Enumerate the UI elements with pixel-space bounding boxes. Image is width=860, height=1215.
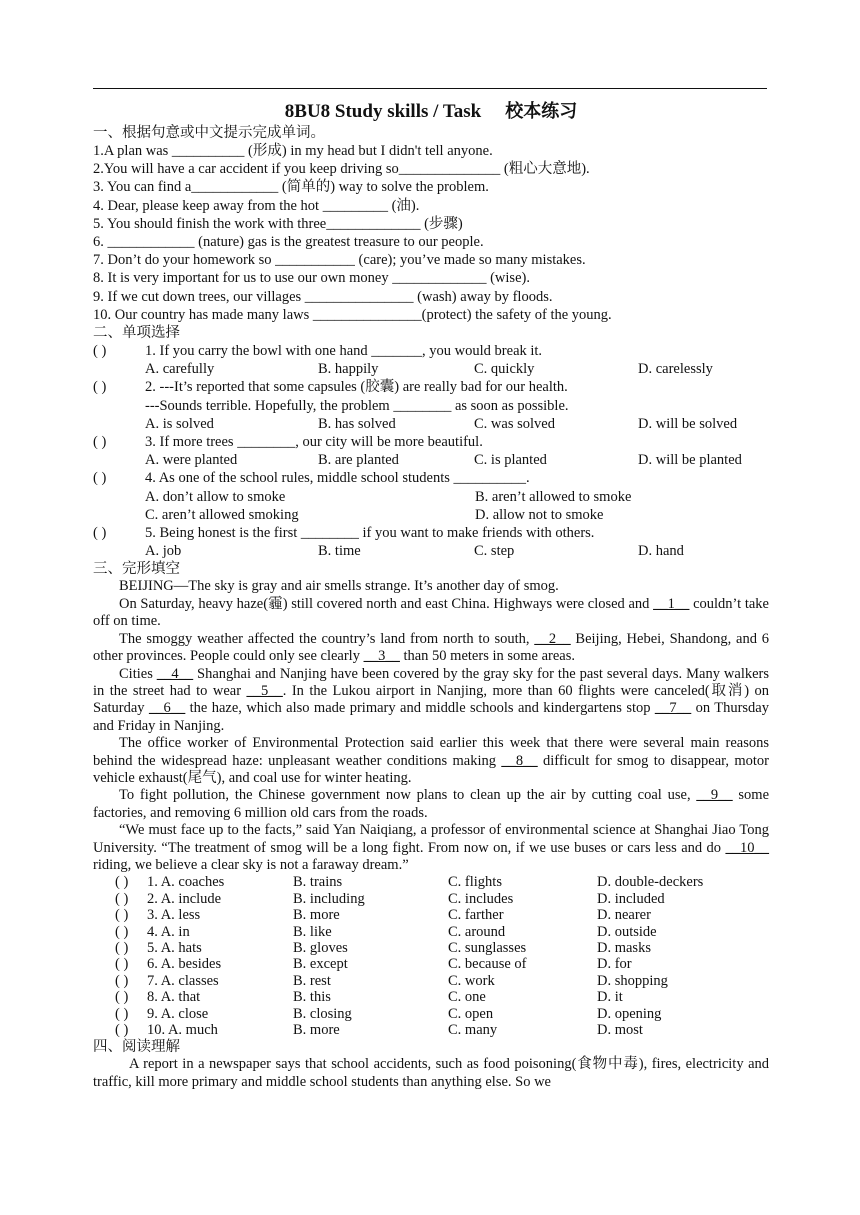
option: C. aren’t allowed smoking bbox=[145, 506, 299, 523]
question-stem: 2. ---It’s reported that some capsules (胶囊) are really bad for our health. bbox=[145, 379, 568, 396]
option: 7. A. classes bbox=[147, 972, 219, 989]
option: 2. A. include bbox=[147, 890, 222, 907]
answer-paren[interactable]: ( ) bbox=[115, 874, 129, 891]
option: C. because of bbox=[448, 956, 527, 973]
cloze-option-row bbox=[93, 973, 769, 989]
worksheet-page bbox=[93, 88, 769, 1091]
option: A. don’t allow to smoke bbox=[145, 488, 286, 505]
part1-item: 9. If we cut down trees, our villages _______________ (wash) away by floods. bbox=[93, 288, 553, 305]
cloze-option-row bbox=[93, 989, 769, 1005]
cloze-blank: __5__ bbox=[246, 682, 283, 699]
top-rule bbox=[93, 88, 767, 89]
option: D. it bbox=[597, 989, 623, 1006]
mc-question-5 bbox=[93, 524, 769, 542]
option: 8. A. that bbox=[147, 989, 201, 1006]
cloze-text: couldn’t take off on time. bbox=[93, 595, 769, 630]
cloze-option-row bbox=[93, 940, 769, 956]
cloze-paragraph bbox=[93, 666, 769, 736]
answer-paren[interactable]: ( ) bbox=[115, 1022, 129, 1039]
option: D. nearer bbox=[597, 907, 651, 924]
answer-paren[interactable]: ( ) bbox=[115, 890, 129, 907]
question-stem: 3. If more trees ________, our city will be more beautiful. bbox=[145, 434, 483, 451]
part1-item: 4. Dear, please keep away from the hot _________ (油). bbox=[93, 197, 420, 214]
part1-item: 10. Our country has made many laws _______________(protect) the safety of the young. bbox=[93, 306, 612, 323]
cloze-paragraph bbox=[93, 631, 769, 666]
answer-paren[interactable]: ( ) bbox=[115, 923, 129, 940]
option: D. hand bbox=[638, 543, 684, 560]
option: D. will be solved bbox=[638, 415, 738, 432]
option: D. masks bbox=[597, 940, 651, 956]
option: D. for bbox=[597, 956, 632, 973]
option: B. trains bbox=[293, 874, 343, 891]
mc-question-2 bbox=[93, 378, 769, 396]
cloze-text: Cities bbox=[119, 665, 157, 682]
answer-paren[interactable]: ( ) bbox=[115, 956, 129, 973]
mc-question-1 bbox=[93, 342, 769, 360]
answer-paren[interactable]: ( ) bbox=[93, 434, 107, 451]
question-stem: 1. If you carry the bowl with one hand _______, you would break it. bbox=[145, 343, 543, 360]
option: B. like bbox=[293, 923, 332, 940]
option: C. flights bbox=[448, 874, 502, 891]
title-cn: 校本练习 bbox=[505, 101, 578, 121]
cloze-text: Beijing, Hebei, Shandong, and 6 other provinces. People could only see clearly bbox=[93, 630, 769, 665]
option: B. happily bbox=[318, 361, 379, 378]
part1-list bbox=[93, 142, 769, 324]
answer-paren[interactable]: ( ) bbox=[93, 525, 107, 542]
cloze-paragraph bbox=[93, 787, 769, 822]
cloze-blank: __3__ bbox=[363, 648, 400, 665]
options-row bbox=[93, 542, 769, 560]
option: B. aren’t allowed to smoke bbox=[475, 488, 632, 505]
cloze-text: on Thursday and Friday in Nanjing. bbox=[93, 700, 769, 734]
cloze-text: difficult for smog to disappear, motor vehicle exhaust(尾气), and coal use for winter heating. bbox=[93, 752, 769, 786]
part1-item: 1.A plan was __________ (形成) in my head but I didn't tell anyone. bbox=[93, 143, 493, 159]
worksheet-title bbox=[93, 99, 769, 124]
cloze-text: . In the Lukou airport in Nanjing, more than 60 flights were canceled(取消) on Saturday bbox=[93, 682, 769, 717]
option: D. will be planted bbox=[638, 452, 742, 469]
cloze-text: the haze, which also made primary and middle schools and kindergartens stop bbox=[185, 700, 655, 717]
option: C. farther bbox=[448, 907, 504, 924]
option: B. are planted bbox=[318, 452, 399, 469]
cloze-blank: __10__ bbox=[725, 839, 769, 856]
cloze-paragraph bbox=[93, 822, 769, 874]
cloze-option-row bbox=[93, 874, 769, 890]
cloze-options bbox=[93, 874, 769, 1038]
cloze-paragraph: BEIJING—The sky is gray and air smells strange. It’s another day of smog. bbox=[119, 578, 559, 595]
answer-paren[interactable]: ( ) bbox=[115, 972, 129, 989]
options-row bbox=[93, 488, 769, 524]
part1-heading: 一、根据句意或中文提示完成单词。 bbox=[93, 125, 325, 141]
cloze-option-row bbox=[93, 891, 769, 907]
option: C. step bbox=[474, 543, 515, 560]
option: C. is planted bbox=[474, 452, 547, 469]
part3-heading: 三、完形填空 bbox=[93, 561, 180, 578]
answer-paren[interactable]: ( ) bbox=[93, 343, 107, 360]
option: D. included bbox=[597, 890, 665, 907]
cloze-option-row bbox=[93, 907, 769, 923]
cloze-option-row bbox=[93, 1022, 769, 1038]
option: B. has solved bbox=[318, 415, 396, 432]
option: B. including bbox=[293, 890, 365, 907]
cloze-paragraph bbox=[93, 735, 769, 787]
cloze-blank: __2__ bbox=[534, 630, 571, 647]
option: B. gloves bbox=[293, 940, 348, 956]
part1-item: 7. Don’t do your homework so ___________ (care); you’ve made so many mistakes. bbox=[93, 252, 586, 269]
option: C. was solved bbox=[474, 415, 555, 432]
cloze-blank: __6__ bbox=[148, 700, 186, 717]
option: B. closing bbox=[293, 1005, 352, 1022]
part2-heading: 二、单项选择 bbox=[93, 325, 180, 342]
option: B. this bbox=[293, 989, 331, 1006]
option: D. allow not to smoke bbox=[475, 506, 604, 523]
cloze-text: riding, we believe a clear sky is not a faraway dream.” bbox=[93, 856, 409, 873]
answer-paren[interactable]: ( ) bbox=[115, 1005, 129, 1022]
option: 3. A. less bbox=[147, 907, 201, 924]
options-row bbox=[93, 451, 769, 469]
title-main: 8BU8 Study skills / Task bbox=[284, 101, 482, 122]
question-stem: 5. Being honest is the first ________ if you want to make friends with others. bbox=[145, 525, 595, 542]
answer-paren[interactable]: ( ) bbox=[93, 379, 107, 396]
options-row bbox=[93, 415, 769, 433]
part1-item: 3. You can find a____________ (简单的) way to solve the problem. bbox=[93, 179, 489, 196]
cloze-text: The smoggy weather affected the country’s land from north to south, bbox=[119, 630, 535, 647]
option: C. many bbox=[448, 1022, 498, 1039]
part1-item: 8. It is very important for us to use our own money _____________ (wise). bbox=[93, 270, 530, 287]
cloze-blank: __9__ bbox=[696, 787, 733, 804]
cloze-blank: __1__ bbox=[653, 595, 690, 612]
option: A. job bbox=[145, 543, 182, 560]
option: A. is solved bbox=[145, 415, 214, 432]
cloze-blank: __4__ bbox=[156, 665, 194, 682]
mc-question-4 bbox=[93, 469, 769, 487]
option: D. most bbox=[597, 1022, 643, 1039]
cloze-text: On Saturday, heavy haze(霾) still covered north and east China. Highways were closed and bbox=[119, 595, 654, 612]
cloze-text: some factories, and removing 6 million old cars from the roads. bbox=[93, 787, 770, 821]
option: 10. A. much bbox=[147, 1022, 218, 1039]
cloze-paragraph bbox=[93, 596, 769, 631]
options-row bbox=[93, 360, 769, 378]
question-stem-2: ---Sounds terrible. Hopefully, the problem ________ as soon as possible. bbox=[145, 397, 569, 414]
option: C. one bbox=[448, 989, 486, 1006]
option: B. time bbox=[318, 543, 361, 560]
option: D. double-deckers bbox=[597, 874, 704, 891]
cloze-option-row bbox=[93, 924, 769, 940]
option: 9. A. close bbox=[147, 1005, 209, 1022]
option: D. opening bbox=[597, 1005, 662, 1022]
option: A. were planted bbox=[145, 452, 238, 469]
option: 5. A. hats bbox=[147, 940, 202, 956]
option: C. work bbox=[448, 972, 495, 989]
option: B. more bbox=[293, 1022, 340, 1039]
cloze-blank: __7__ bbox=[654, 700, 692, 717]
part1-item: 5. You should finish the work with three_____________ (步骤) bbox=[93, 215, 463, 232]
option: D. shopping bbox=[597, 972, 668, 989]
cloze-option-row bbox=[93, 956, 769, 972]
cloze-text: To fight pollution, the Chinese government now plans to clean up the air by cutting coal use, bbox=[119, 787, 697, 804]
option: 6. A. besides bbox=[147, 956, 222, 973]
cloze-blank: __8__ bbox=[501, 752, 538, 769]
option: B. more bbox=[293, 907, 340, 924]
reading-paragraph: A report in a newspaper says that school accidents, such as food poisoning(食物中毒), fires, electricity and traffic, kill more primary and middle school students than anything else. So we bbox=[93, 1056, 769, 1090]
part4-heading: 四、阅读理解 bbox=[93, 1039, 180, 1056]
answer-paren[interactable]: ( ) bbox=[115, 989, 129, 1006]
option: C. sunglasses bbox=[448, 940, 527, 956]
cloze-option-row bbox=[93, 1006, 769, 1022]
cloze-text: than 50 meters in some areas. bbox=[399, 648, 575, 665]
answer-paren[interactable]: ( ) bbox=[93, 470, 107, 487]
mc-question-3 bbox=[93, 433, 769, 451]
option: A. carefully bbox=[145, 361, 215, 378]
part1-item: 6. ____________ (nature) gas is the greatest treasure to our people. bbox=[93, 234, 484, 251]
question-stem: 4. As one of the school rules, middle school students __________. bbox=[145, 470, 530, 487]
answer-paren[interactable]: ( ) bbox=[115, 940, 129, 956]
option: C. open bbox=[448, 1005, 494, 1022]
option: 1. A. coaches bbox=[147, 874, 225, 891]
option: C. around bbox=[448, 923, 506, 940]
option: C. includes bbox=[448, 890, 514, 907]
answer-paren[interactable]: ( ) bbox=[115, 907, 129, 924]
option: D. carelessly bbox=[638, 361, 713, 378]
cloze-text: The office worker of Environmental Protection said earlier this week that there were several main reasons behind the widespread haze: unpleasant weather conditions making bbox=[93, 735, 769, 769]
option: D. outside bbox=[597, 923, 657, 940]
option: 4. A. in bbox=[147, 923, 190, 940]
cloze-text: “We must face up to the facts,” said Yan Naiqiang, a professor of environmental science at Shanghai Jiao Tong University. “The treatment of smog will be a long fight. From now on, if we use buses or cars less and do bbox=[93, 822, 769, 856]
option: C. quickly bbox=[474, 361, 535, 378]
option: B. except bbox=[293, 956, 348, 973]
cloze-text: Shanghai and Nanjing have been covered by the gray sky for the past several days. Many walkers in the street had to wear bbox=[93, 665, 769, 699]
option: B. rest bbox=[293, 972, 331, 989]
part1-item: 2.You will have a car accident if you keep driving so______________ (粗心大意地). bbox=[93, 161, 590, 178]
